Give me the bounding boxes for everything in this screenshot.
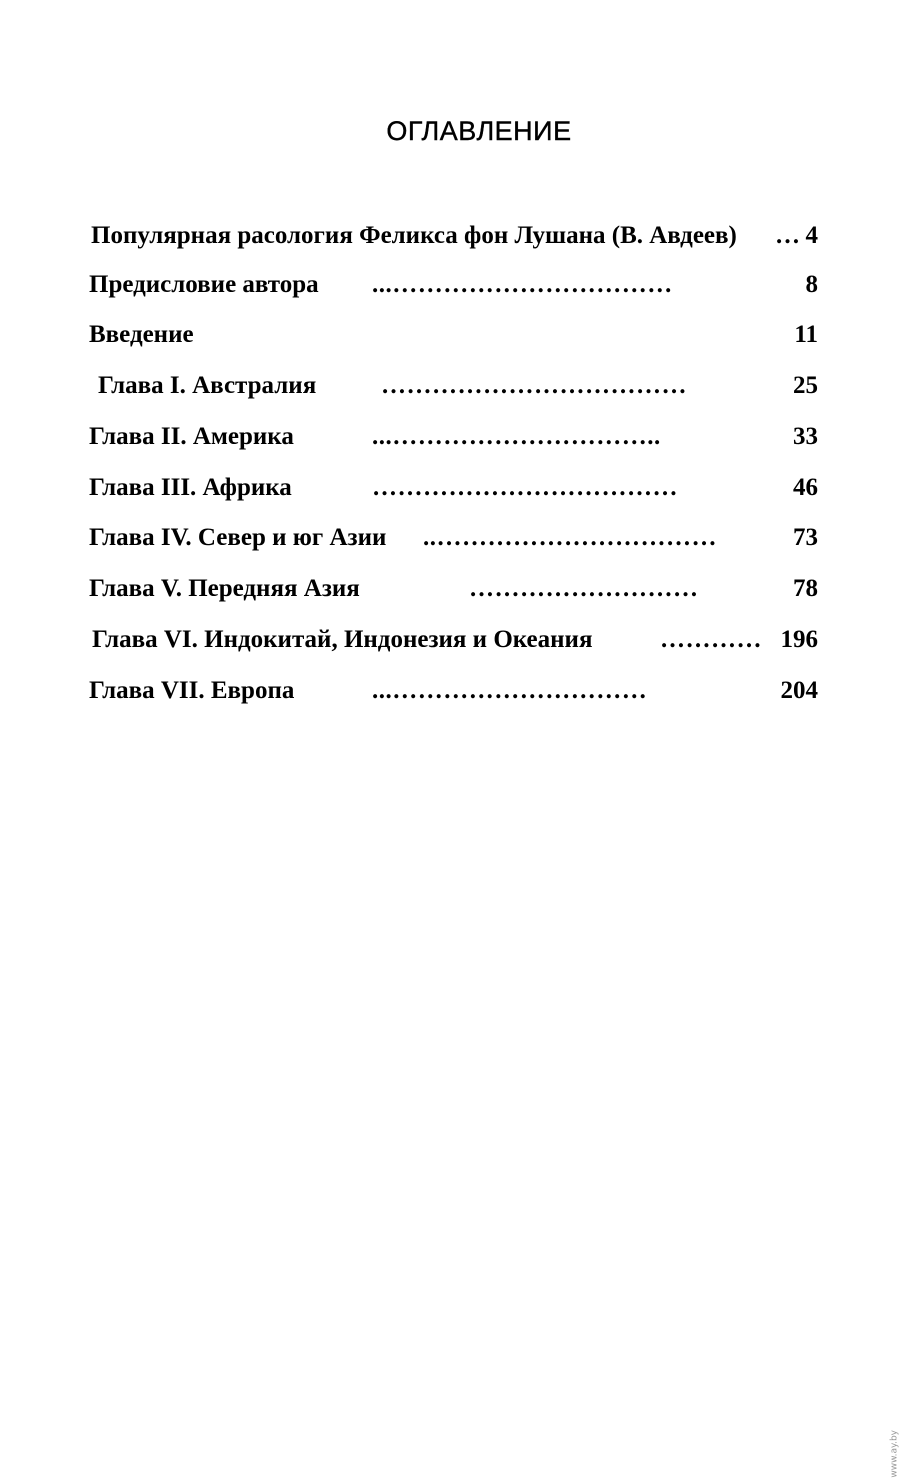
toc-entry	[89, 572, 818, 606]
toc-entry-page: 11	[794, 321, 818, 348]
toc-entry-title: Глава V. Передняя Азия	[89, 575, 360, 602]
toc-entry-title: Глава II. Америка	[89, 423, 294, 450]
toc-entry-page: 46	[793, 474, 818, 501]
toc-entry-title: Популярная расология Феликса фон Лушана (В. Авдеев)	[91, 222, 737, 249]
toc-entry	[98, 369, 818, 403]
toc-entry-page: 33	[793, 423, 818, 450]
toc-entry-leader: ...…………………………..	[372, 423, 661, 450]
toc-entry	[91, 219, 818, 253]
toc-entry	[89, 420, 818, 454]
toc-entry	[89, 521, 818, 555]
toc-entry-leader: ...……………………………	[372, 271, 673, 298]
toc-entry-page: 8	[805, 271, 818, 298]
toc-entry-leader: ………………………………	[381, 372, 687, 399]
toc-entry-title: Глава I. Австралия	[98, 372, 317, 399]
toc-entry-page: 73	[793, 524, 818, 551]
watermark: www.ay.by	[890, 1430, 900, 1478]
toc-entry-page: 204	[780, 677, 818, 704]
toc-entry-title: Глава III. Африка	[89, 474, 292, 501]
toc-entry-page: 25	[793, 372, 818, 399]
toc-entry	[89, 674, 818, 708]
toc-entry-leader: ..……………………………	[423, 524, 717, 551]
toc-entry	[89, 268, 818, 302]
toc-entry-title: Предисловие автора	[89, 271, 319, 298]
toc-entry	[92, 623, 818, 657]
toc-entry-title: Глава VI. Индокитай, Индонезия и Океания	[92, 626, 593, 653]
toc-entry-leader: …	[775, 222, 801, 249]
toc-entry	[89, 471, 818, 505]
toc-entry-page: 78	[793, 575, 818, 602]
toc-entry-leader: ………………………………	[372, 474, 678, 501]
toc-entry-page: 196	[780, 626, 818, 653]
toc-entry-leader: …………	[660, 626, 762, 653]
toc-entry-title: Введение	[89, 321, 194, 348]
toc-entry-title: Глава IV. Север и юг Азии	[89, 524, 387, 551]
toc-entry-title: Глава VII. Европа	[89, 677, 295, 704]
page-title: ОГЛАВЛЕНИЕ	[386, 116, 572, 146]
toc-entry	[89, 318, 818, 352]
toc-entry-page: 4	[805, 222, 818, 249]
toc-entry-leader: ...…………………………	[372, 677, 648, 704]
toc-entry-leader: ………………………	[469, 575, 699, 602]
